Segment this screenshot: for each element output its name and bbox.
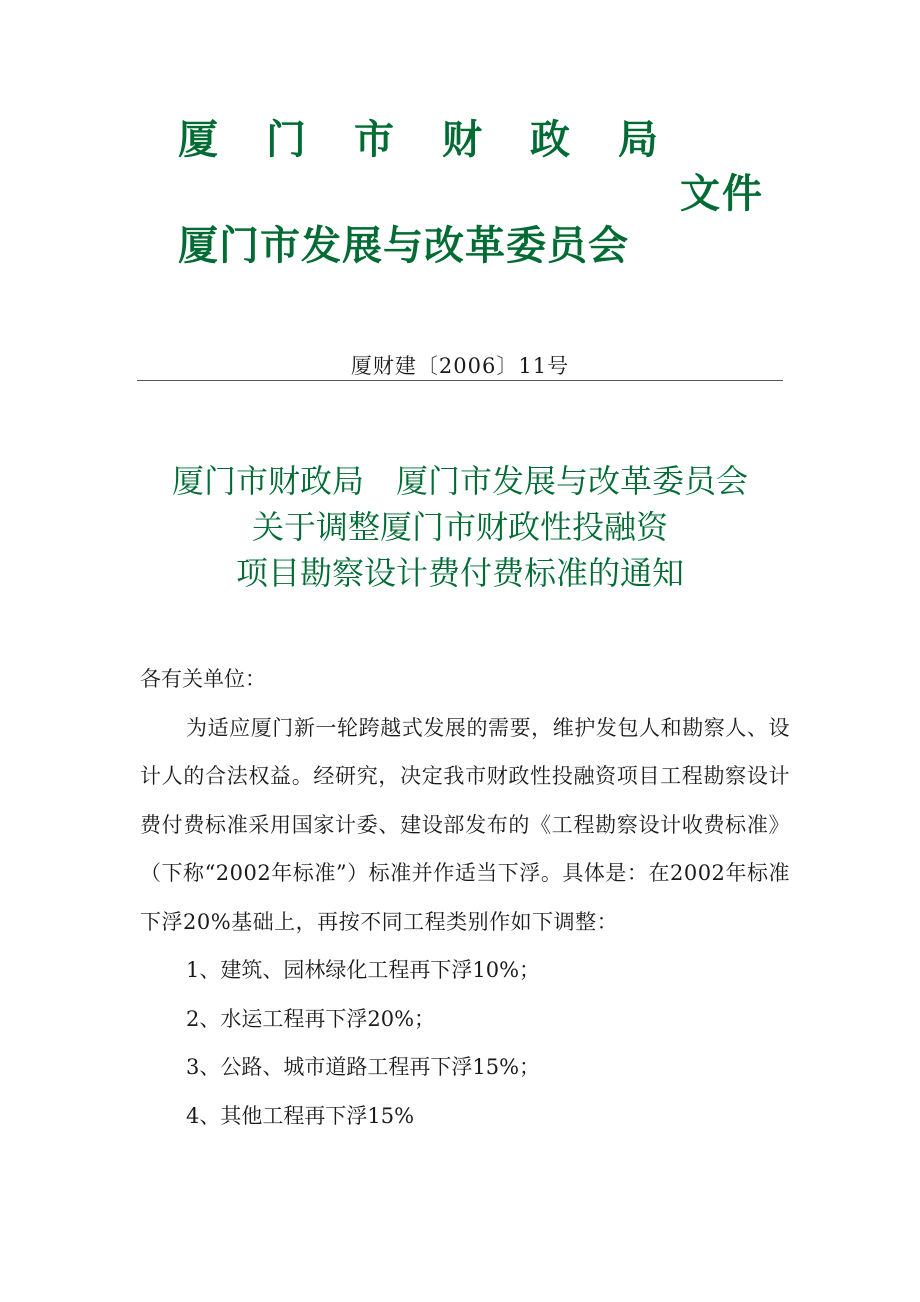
list-item: 4、其他工程再下浮15% [186,1103,415,1128]
title-line: 关于调整厦门市财政性投融资 [251,508,668,546]
document-title [0,458,920,596]
issuer-development-reform-commission: 厦门市发展与改革委员会 [178,223,629,269]
header-divider [137,380,783,381]
list-item: 3、公路、城市道路工程再下浮15%； [186,1055,541,1079]
document-number: 厦财建〔2006〕11号 [350,354,570,378]
title-line: 厦门市财政局 厦门市发展与改革委员会 [171,462,748,500]
title-line: 项目勘察设计费付费标准的通知 [235,554,684,592]
list-item: 2、水运工程再下浮20%； [186,1006,436,1031]
salutation: 各有关单位： [140,667,266,691]
issuer-finance-bureau: 厦门市财政局 [178,117,706,163]
list-item: 1、建筑、园林绿化工程再下浮10%； [186,958,541,982]
document-suffix: 文件 [680,171,764,217]
document-body [140,655,790,1140]
body-paragraph: 为适应厦门新一轮跨越式发展的需要，维护发包人和勘察人、设计人的合法权益。经研究，决定我市财政性投融资项目工程勘察设计费付费标准采用国家计委、建设部发布的《工程勘察设计收费标准》（下称“2002年标准”）标准并作适当下浮。具体是：在2002年标准下浮20%基础上，再按不同工程类别作如下调整： [140,715,790,934]
